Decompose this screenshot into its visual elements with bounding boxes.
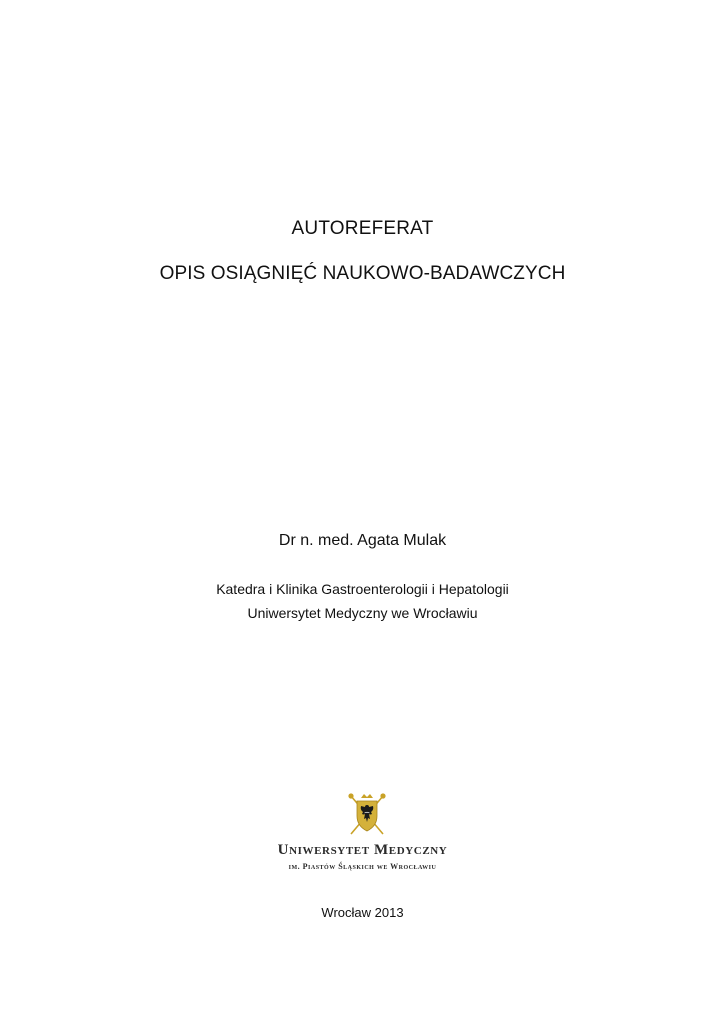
university-crest-icon xyxy=(345,792,389,838)
author-name: Dr n. med. Agata Mulak xyxy=(278,532,447,549)
university-logo xyxy=(0,792,725,882)
logo-university-name: Uniwersytet Medyczny xyxy=(277,842,448,858)
document-title: AUTOREFERAT xyxy=(291,218,434,239)
place-and-date: Wrocław 2013 xyxy=(321,905,404,920)
logo-university-subname: im. Piastów Śląskich we Wrocławiu xyxy=(288,862,437,871)
document-subtitle: OPIS OSIĄGNIĘĆ NAUKOWO-BADAWCZYCH xyxy=(159,263,566,284)
department-name: Katedra i Klinika Gastroenterologii i Hepatologii xyxy=(216,581,509,597)
university-name: Uniwersytet Medyczny we Wrocławiu xyxy=(247,605,478,621)
